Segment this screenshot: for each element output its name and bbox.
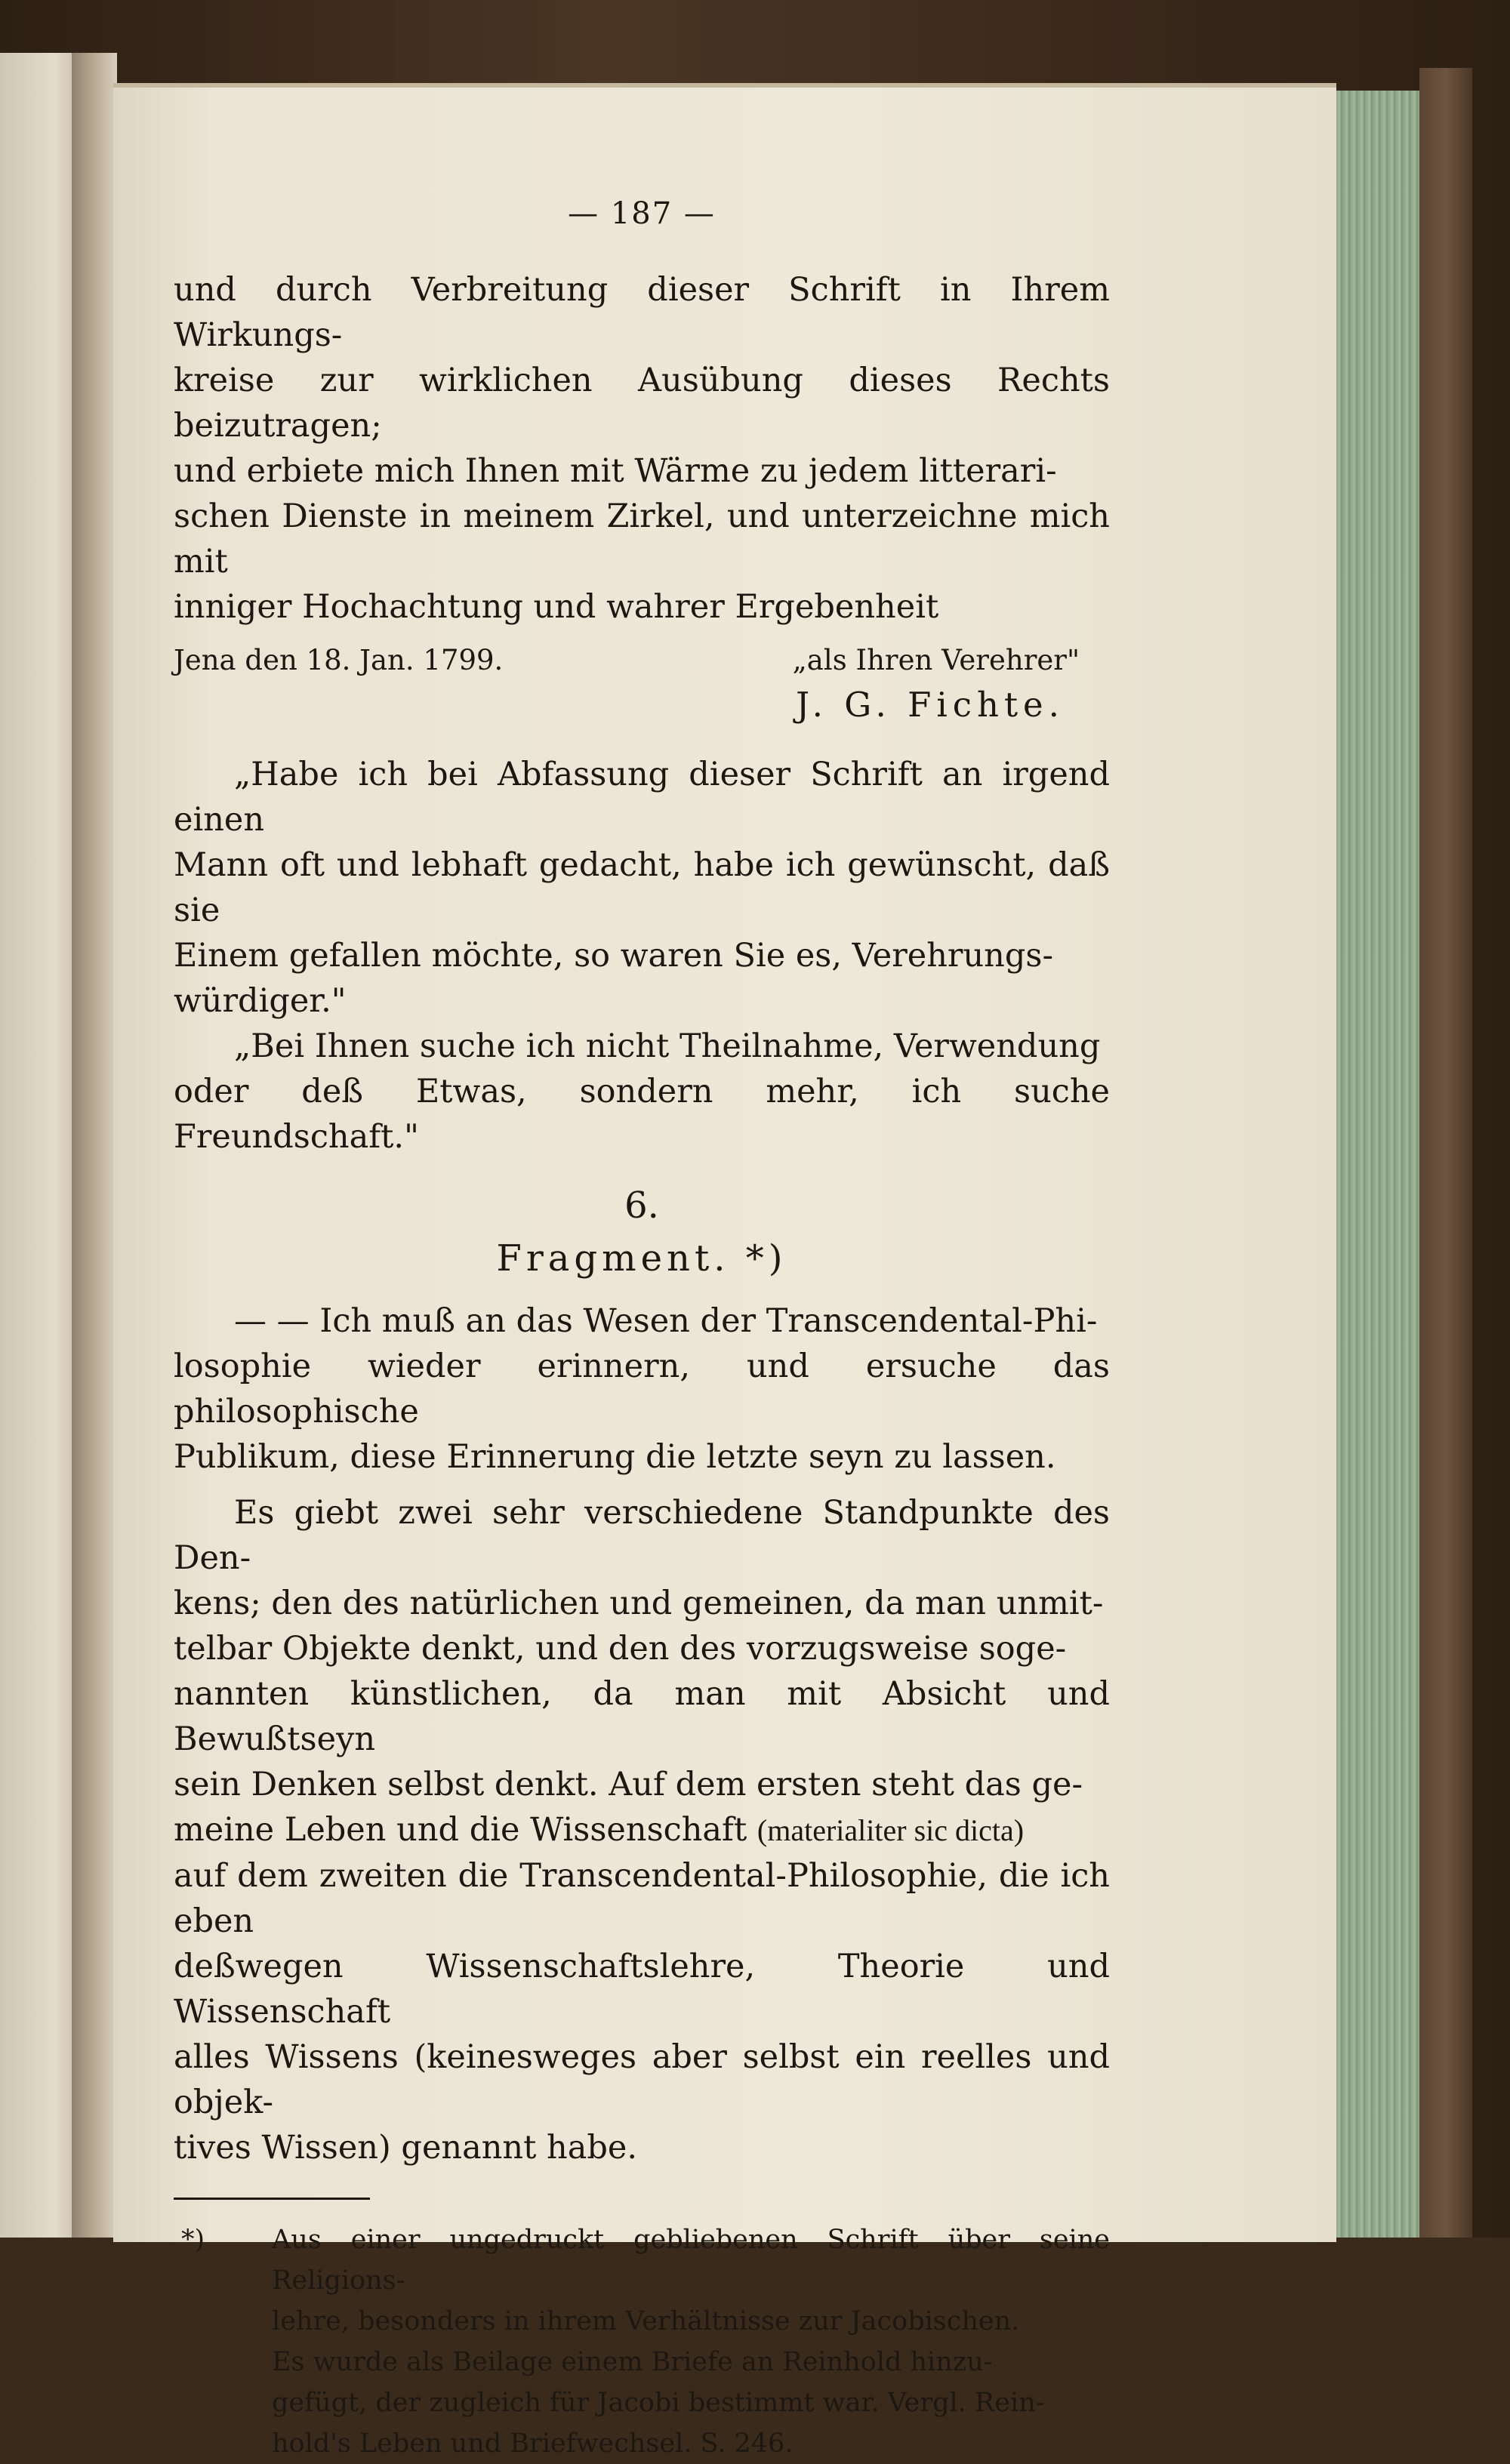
page-number: — 187 — bbox=[568, 196, 716, 231]
book-gutter bbox=[72, 53, 117, 2238]
footnote-line bbox=[181, 2219, 1110, 2301]
footnote-line: hold's Leben und Briefwechsel. S. 246. bbox=[272, 2429, 794, 2459]
text-line: inniger Hochachtung und wahrer Ergebenheit bbox=[174, 588, 939, 626]
latin-phrase: (materialiter sic dicta) bbox=[757, 1813, 1025, 1847]
footnote-mark: *) bbox=[181, 2225, 205, 2255]
footnote bbox=[174, 2219, 1110, 2464]
body-paragraph bbox=[174, 1298, 1110, 1480]
text-line: und erbiete mich Ihnen mit Wärme zu jedem litterari- bbox=[174, 452, 1057, 490]
text-line: Es giebt zwei sehr verschiedene Standpunkte des Den- bbox=[174, 1494, 1110, 1577]
text-line: alles Wissens (keinesweges aber selbst ein reelles und objek- bbox=[174, 2038, 1110, 2121]
closing-formula: „als Ihren Verehrer" bbox=[792, 644, 1080, 676]
text-line: telbar Objekte denkt, und den des vorzugsweise soge- bbox=[174, 1630, 1067, 1668]
text-line: auf dem zweiten die Transcendental-Philosophie, die ich eben bbox=[174, 1857, 1110, 1940]
letter-dateline bbox=[174, 640, 1110, 681]
text-line: schen Dienste in meinem Zirkel, und unterzeichne mich mit bbox=[174, 497, 1110, 581]
text-line: „Habe ich bei Abfassung dieser Schrift an irgend einen bbox=[174, 756, 1110, 839]
signature: J. G. Fichte. bbox=[796, 685, 1065, 725]
section-title: Fragment. *) bbox=[496, 1237, 787, 1280]
section-number: 6. bbox=[624, 1184, 659, 1227]
footnote-rule bbox=[174, 2198, 370, 2200]
text-line: nannten künstlichen, da man mit Absicht und Bewußtseyn bbox=[174, 1675, 1110, 1758]
text-line: Mann oft und lebhaft gedacht, habe ich gewünscht, daß sie bbox=[174, 846, 1110, 929]
text-line: Einem gefallen möchte, so waren Sie es, Verehrungs- bbox=[174, 937, 1053, 975]
footnote-line: lehre, besonders in ihrem Verhältnisse zur Jacobischen. bbox=[272, 2306, 1020, 2336]
place-date: Jena den 18. Jan. 1799. bbox=[174, 644, 504, 676]
text-line: kreise zur wirklichen Ausübung dieses Rechts beizutragen; bbox=[174, 362, 1110, 445]
text-line: losophie wieder erinnern, und ersuche das philosophische bbox=[174, 1348, 1110, 1431]
text-line: tives Wissen) genannt habe. bbox=[174, 2129, 638, 2167]
text-line: kens; den des natürlichen und gemeinen, da man unmit- bbox=[174, 1585, 1104, 1622]
body-paragraph bbox=[174, 1490, 1110, 2170]
text-line bbox=[174, 1807, 1110, 1853]
text-line: — — Ich muß an das Wesen der Transcendental-Phi- bbox=[234, 1302, 1098, 1340]
text-line: „Bei Ihnen suche ich nicht Theilnahme, Verwendung bbox=[234, 1027, 1101, 1065]
quote-paragraph bbox=[174, 1024, 1110, 1160]
page-text bbox=[174, 196, 1110, 2464]
text-line: oder deß Etwas, sondern mehr, ich suche Freundschaft." bbox=[174, 1073, 1110, 1156]
letter-paragraph bbox=[174, 267, 1110, 630]
text-line: deßwegen Wissenschaftslehre, Theorie und Wissenschaft bbox=[174, 1948, 1110, 2031]
text-line: Publikum, diese Erinnerung die letzte seyn zu lassen. bbox=[174, 1438, 1056, 1476]
page-block-edge bbox=[1336, 91, 1419, 2238]
text-line: würdiger." bbox=[174, 982, 347, 1020]
text-line: sein Denken selbst denkt. Auf dem ersten steht das ge- bbox=[174, 1766, 1083, 1803]
footnote-text: Aus einer ungedruckt gebliebenen Schrift über seine Religions- bbox=[272, 2225, 1110, 2296]
footnote-line: gefügt, der zugleich für Jacobi bestimmt war. Vergl. Rein- bbox=[272, 2388, 1045, 2418]
book-cover-board bbox=[1419, 68, 1472, 2238]
quote-paragraph bbox=[174, 752, 1110, 1024]
text-line: und durch Verbreitung dieser Schrift in Ihrem Wirkungs- bbox=[174, 271, 1110, 354]
footnote-line: Es wurde als Beilage einem Briefe an Reinhold hinzu- bbox=[272, 2347, 993, 2377]
text-segment: meine Leben und die Wissenschaft bbox=[174, 1811, 747, 1849]
